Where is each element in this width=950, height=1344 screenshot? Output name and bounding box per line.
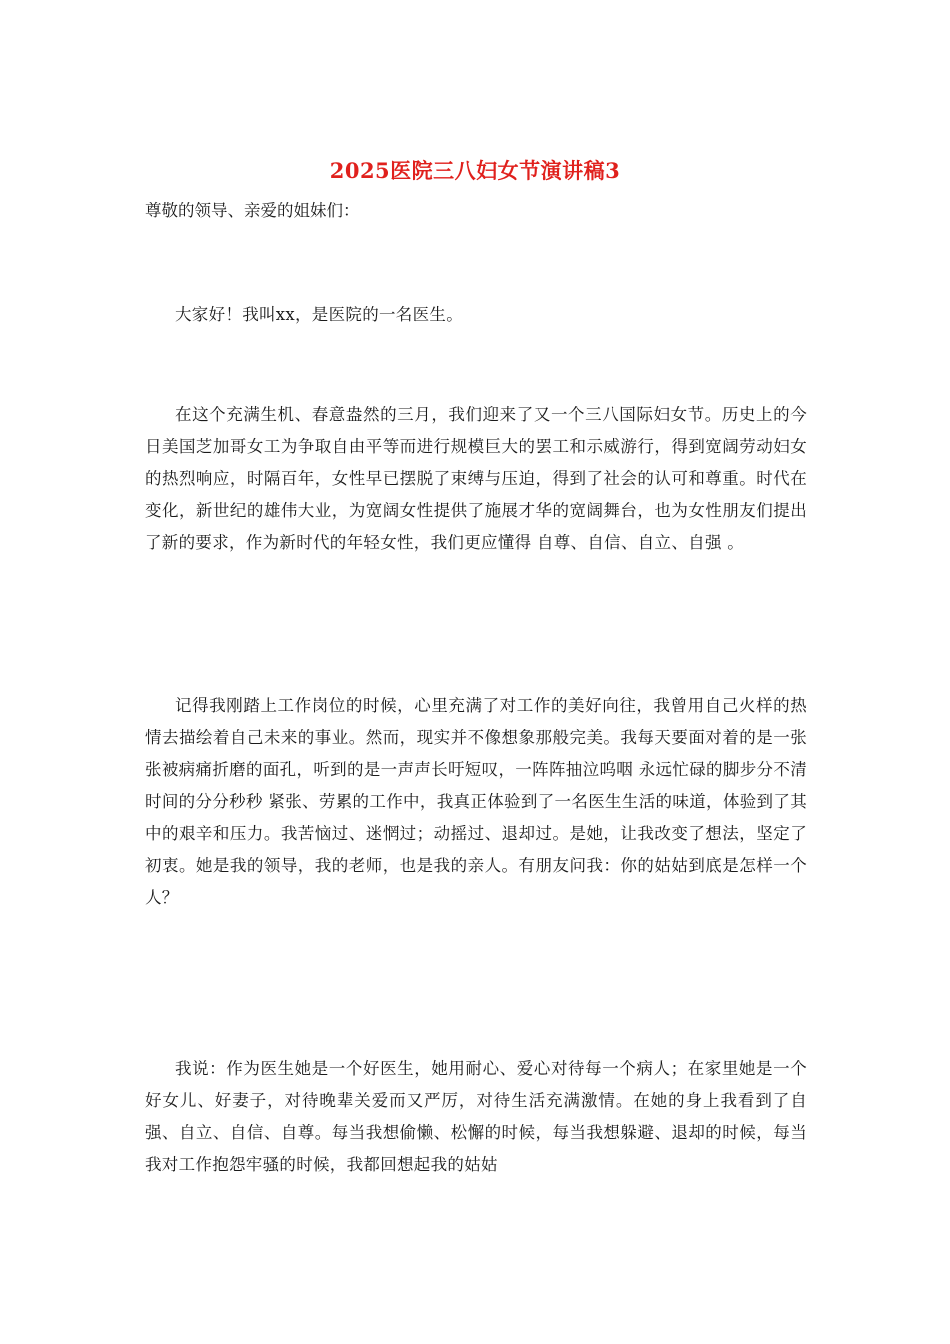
paragraph: 大家好！我叫xx，是医院的一名医生。 <box>175 305 464 324</box>
paragraph: 我说：作为医生她是一个好医生，她用耐心、爱心对待每一个病人；在家里她是一个好女儿、好妻子，对待晚辈关爱而又严厉，对待生活充满激情。在她的身上我看到了自强、自立、自信、自尊。每当我想偷懒、松懈的时候，每当我想躲避、退却的时候，每当我对工作抱怨牢骚的时候，我都回想起我的姑姑 <box>145 1059 807 1174</box>
salutation: 尊敬的领导、亲爱的姐妹们： <box>145 201 360 220</box>
document-title: 2025医院三八妇女节演讲稿3 <box>329 158 621 183</box>
paragraph: 在这个充满生机、春意盎然的三月，我们迎来了又一个三八国际妇女节。历史上的今日美国芝加哥女工为争取自由平等而进行规模巨大的罢工和示威游行，得到宽阔劳动妇女的热烈响应，时隔百年，女性早已摆脱了束缚与压迫，得到了社会的认可和尊重。时代在变化，新世纪的雄伟大业，为宽阔女性提供了施展才华的宽阔舞台，也为女性朋友们提出了新的要求，作为新时代的年轻女性，我们更应懂得 自尊、自信、自立、自强 。 <box>145 405 807 552</box>
paragraph: 记得我刚踏上工作岗位的时候，心里充满了对工作的美好向往，我曾用自己火样的热情去描绘着自己未来的事业。然而，现实并不像想象那般完美。我每天要面对着的是一张张被病痛折磨的面孔，听到的是一声声长吁短叹，一阵阵抽泣呜咽 永远忙碌的脚步分不清时间的分分秒秒 紧张、劳累的工作中，我真正体验到了一名医生生活的味道，体验到了其中的艰辛和压力。我苦恼过、迷惘过；动摇过、退却过。是她，让我改变了想法，坚定了初衷。她是我的领导，我的老师，也是我的亲人。有朋友问我：你的姑姑到底是怎样一个人？ <box>145 696 807 907</box>
